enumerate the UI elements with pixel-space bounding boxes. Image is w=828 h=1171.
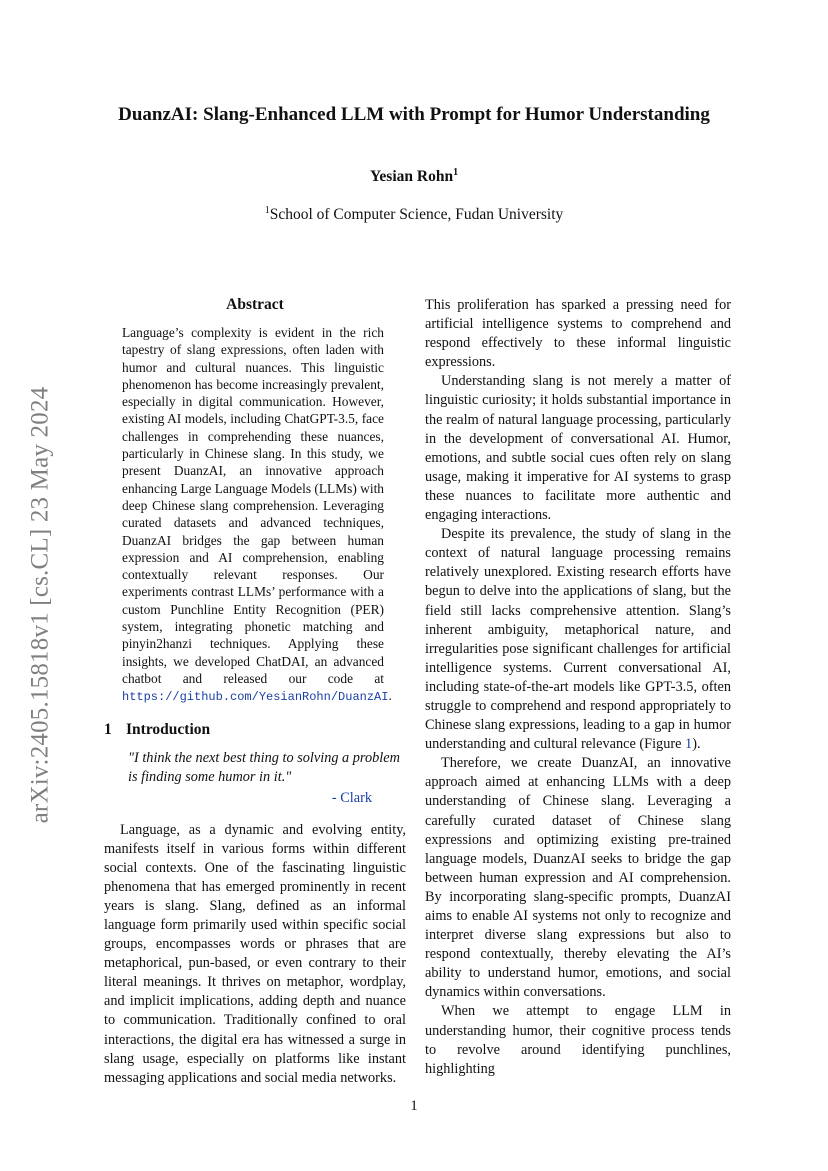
intro-paragraph-2: This proliferation has sparked a pressing need for artificial intelligence systems to comprehend and respond effectively to these informal linguistic expressions. bbox=[425, 297, 731, 371]
intro-paragraph-4 bbox=[425, 525, 731, 754]
author-line bbox=[0, 168, 828, 186]
epigraph-quote: "I think the next best thing to solving a problem is finding some humor in it." bbox=[128, 749, 400, 786]
arxiv-sidebar bbox=[22, 355, 58, 855]
section-heading-introduction bbox=[104, 721, 406, 739]
intro-paragraph-5: Therefore, we create DuanzAI, an innovative approach aimed at enhancing LLMs with a deep understanding of Chinese slang. Leveraging a carefully curated dataset of Chinese slang expressions and optimizing existing pre-trained language models, DuanzAI seeks to bridge the gap between human expression and AI comprehension. By incorporating slang-specific prompts, DuanzAI aims to enable AI systems not only to recognize and interpret diverse slang expressions but also to respond contextually, thereby elevating the AI’s ability to understand humor, emotions, and social dynamics within conversations. bbox=[425, 755, 731, 1001]
arxiv-identifier: arXiv:2405.15818v1 [cs.CL] 23 May 2024 bbox=[26, 386, 53, 824]
abstract-end: . bbox=[388, 688, 392, 704]
epigraph-author: - Clark bbox=[331, 789, 372, 806]
abstract-heading: Abstract bbox=[226, 296, 284, 313]
section-title: Introduction bbox=[126, 720, 211, 738]
author-name: Yesian Rohn bbox=[369, 168, 454, 185]
abstract-text: Language’s complexity is evident in the rich tapestry of slang expressions, often laden with humor and cultural nuances. This linguistic phenomenon has become increasingly prevalent, especially in digital communication. However, existing AI models, including ChatGPT-3.5, face challenges in comprehending these nuances, particularly in Chinese slang. In this study, we present DuanzAI, an innovative approach enhancing Large Language Models (LLMs) with deep Chinese slang comprehension. Leveraging curated datasets and advanced techniques, DuanzAI bridges the gap between human expression and AI comprehension, enabling contextually relevant responses. Our experiments contrast LLMs’ performance with a custom Punchline Entity Recognition (PER) system, integrating phonetic matching and pinyin2hanzi techniques. Applying these insights, we developed ChatDAI, an advanced chatbot and released our code at bbox=[122, 325, 384, 686]
intro-paragraph-4-end: ). bbox=[692, 736, 701, 753]
affiliation-text: School of Computer Science, Fudan University bbox=[269, 206, 564, 223]
intro-paragraph-3: Understanding slang is not merely a matter of linguistic curiosity; it holds substantial importance in the realm of natural language processing, particularly in the development of conversational AI. Humor, emotions, and subtle social cues often rely on slang usage, making it imperative for AI systems to grasp these nuances to facilitate more authentic and engaging interactions. bbox=[425, 373, 731, 524]
right-column bbox=[425, 296, 731, 1079]
affiliation-superscript: 1 bbox=[264, 204, 270, 216]
intro-paragraph-4-text: Despite its prevalence, the study of slang in the context of natural language processing remains relatively unexplored. Existing research efforts have begun to delve into the applications of slang, but the field still lacks comprehensive attention. Slang’s inherent ambiguity, metaphorical nature, and irregularities pose significant challenges for artificial intelligence systems. Current conversational AI, including state-of-the-art models like GPT-3.5, often struggle to comprehend and respond appropriately to Chinese slang expressions, leading to a gap in humor understanding and cultural relevance (Figure bbox=[425, 526, 731, 753]
figure-reference-link[interactable]: 1 bbox=[685, 736, 693, 753]
section-number: 1 bbox=[104, 720, 112, 738]
page-number: 1 bbox=[410, 1098, 418, 1114]
intro-paragraph-1: Language, as a dynamic and evolving entity, manifests itself in various forms within different social contexts. One of the fascinating linguistic phenomena that has emerged prominently in recent years is slang. Slang, defined as an informal language form primarily used within specific social groups, encompasses words or phrases that are metaphorical, pun-based, or even contrary to their literal meanings. It thrives on metaphor, wordplay, and implicit implications, adding depth and nuance to communication. Traditionally confined to oral interactions, the digital era has witnessed a surge in slang usage, especially on platforms like instant messaging applications and social media networks. bbox=[104, 821, 406, 1086]
left-column bbox=[104, 296, 406, 1088]
affiliation-line bbox=[0, 206, 828, 224]
intro-paragraph-6: When we attempt to engage LLM in understanding humor, their cognitive process tends to revolve around identifying punchlines, highlighting bbox=[425, 1003, 731, 1077]
author-superscript: 1 bbox=[453, 166, 459, 178]
code-link[interactable]: https://github.com/YesianRohn/DuanzAI bbox=[122, 690, 389, 705]
abstract-body bbox=[122, 324, 392, 707]
paper-title: DuanzAI: Slang-Enhanced LLM with Prompt for Humor Understanding bbox=[118, 104, 710, 125]
